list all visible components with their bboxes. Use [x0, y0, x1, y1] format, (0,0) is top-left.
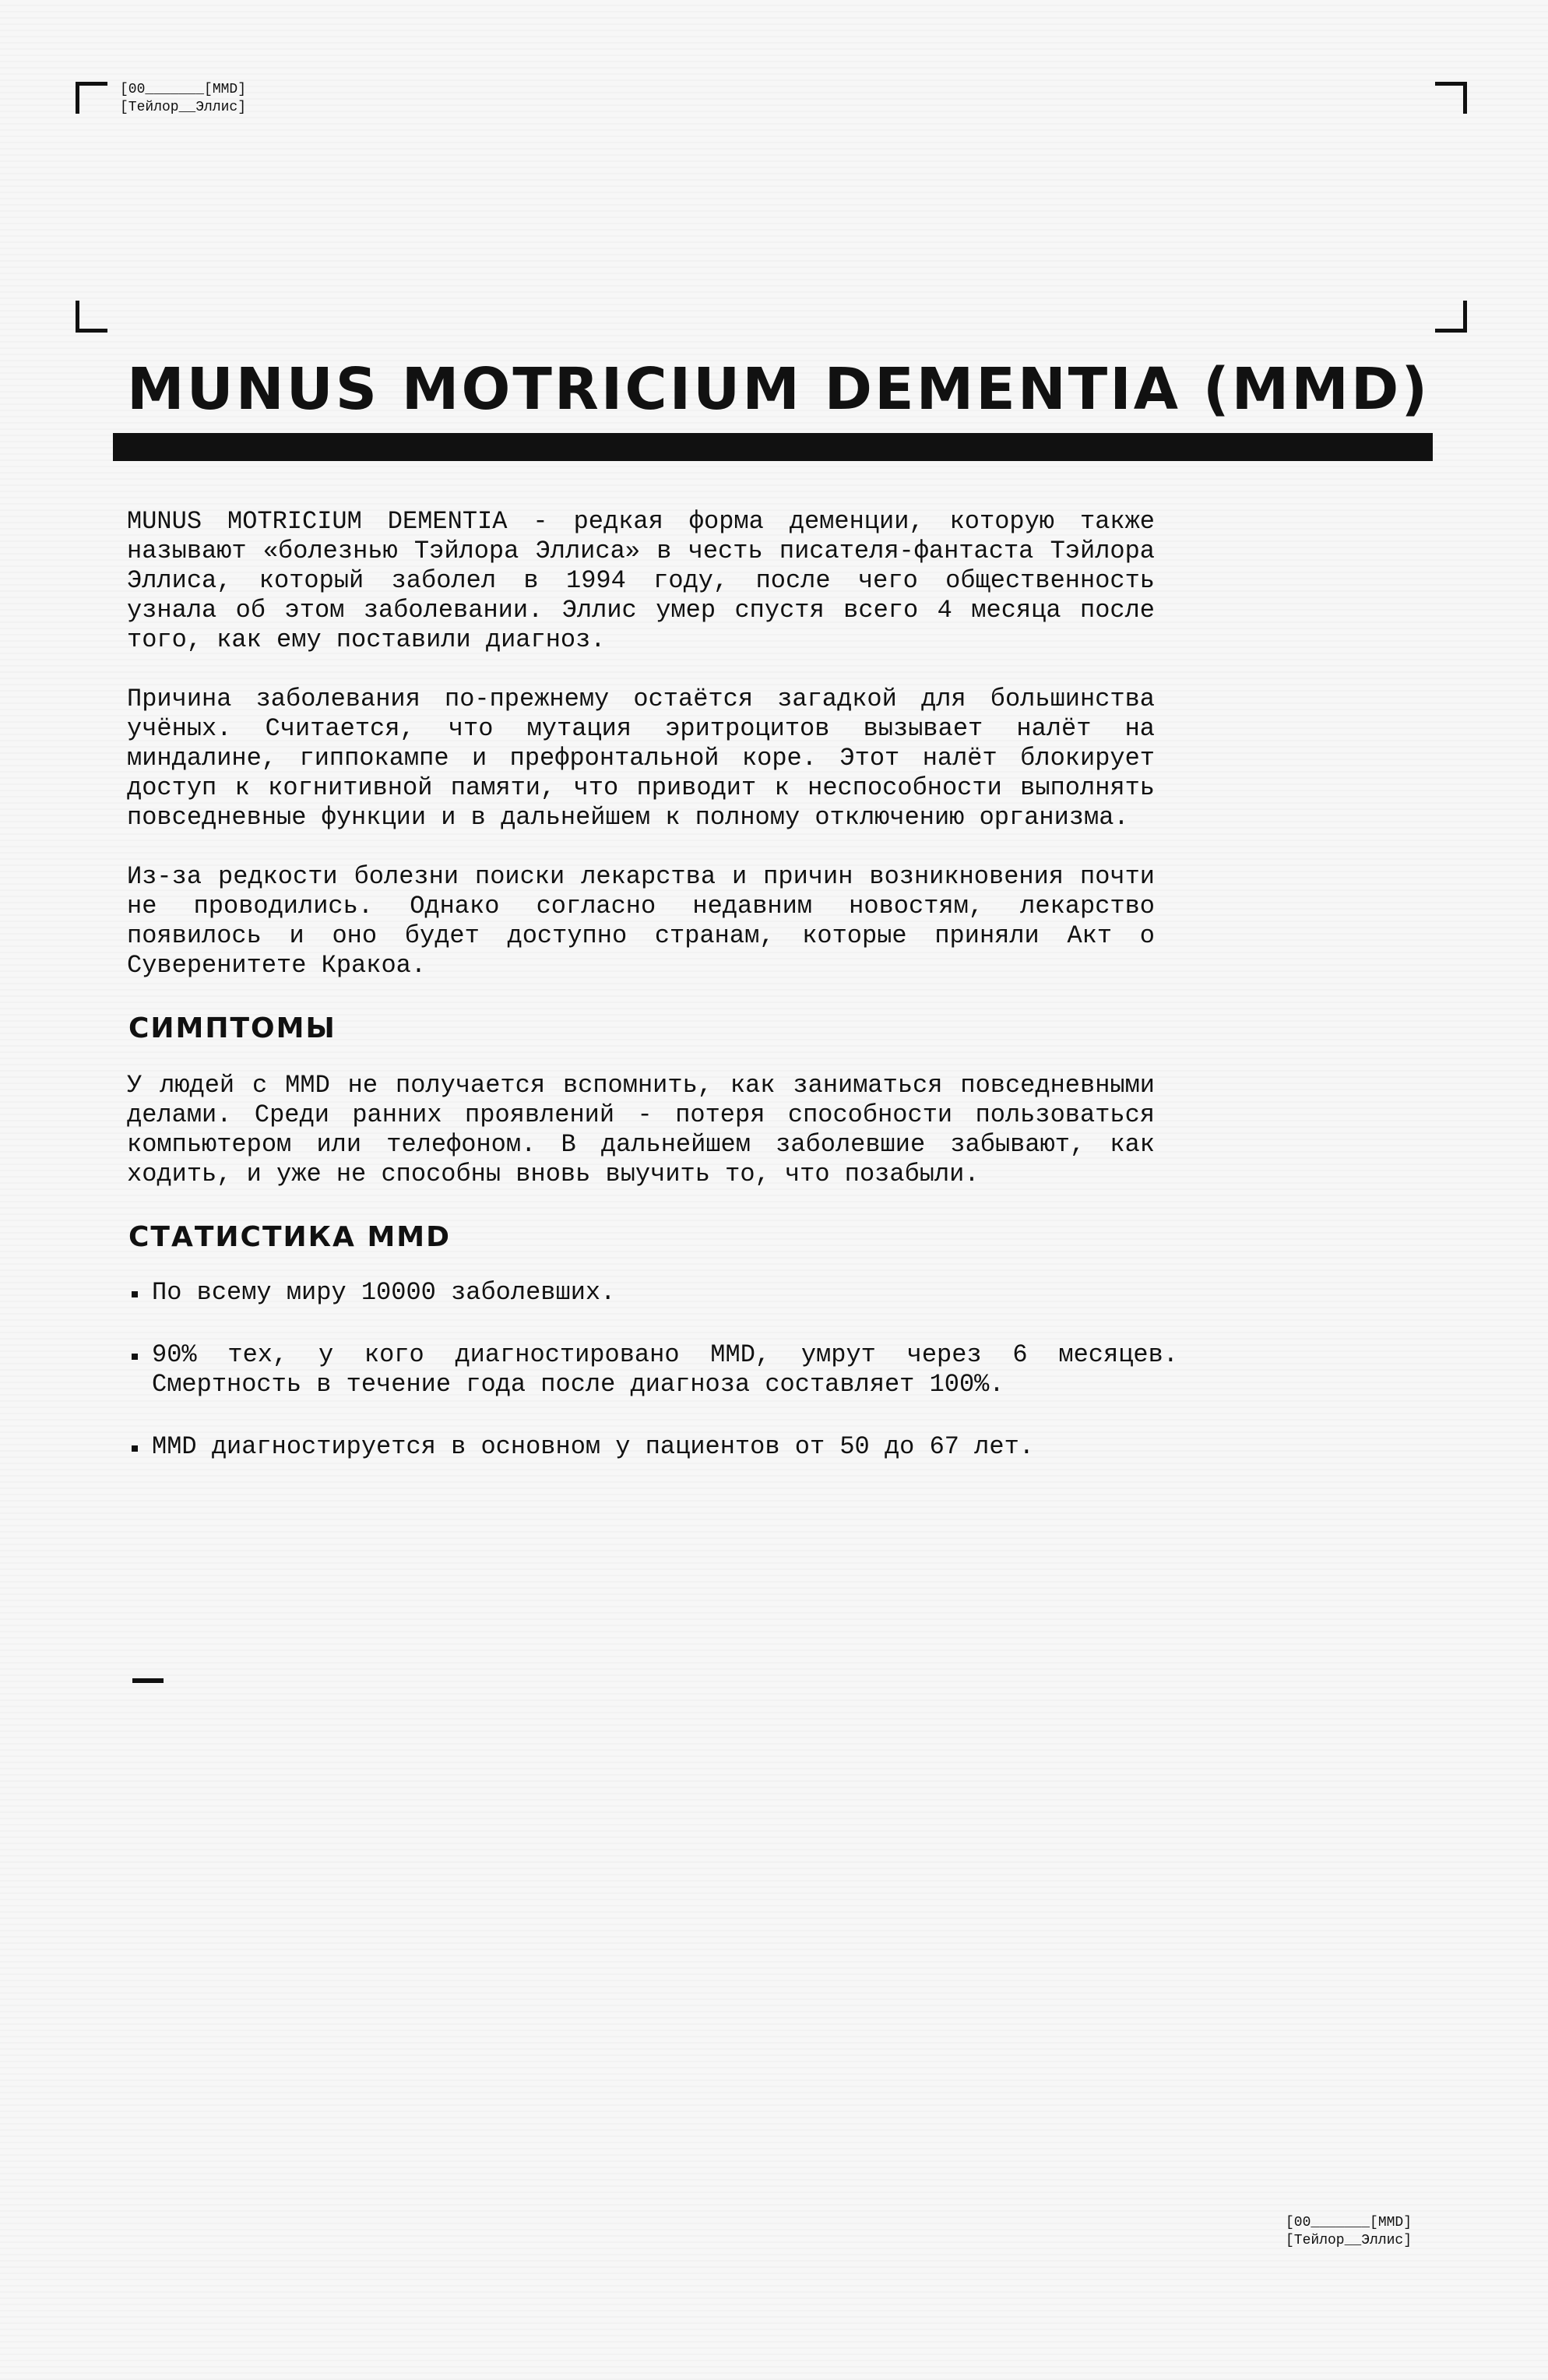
stats-list — [127, 1278, 1178, 1462]
end-dash — [132, 1678, 164, 1683]
intro-paragraph-3: Из-за редкости болезни поиски лекарства и причин возникновения почти не проводились. Однако согласно недавним новостям, лекарство появилось и оно будет доступно странам, которые приняли Акт о Суверенитете Кракоа. — [127, 862, 1155, 980]
stats-item-text: 90% тех, у кого диагностировано MMD, умрут через 6 месяцев. Смертность в течение года после диагноза составляет 100%. — [152, 1340, 1178, 1399]
footer-tag — [1286, 2214, 1412, 2250]
stats-heading: СТАТИСТИКА MMD — [128, 1221, 451, 1253]
title-underline-bar — [113, 433, 1433, 461]
bullet-icon — [132, 1291, 138, 1297]
footer-tag-line2: [Тейлор__Эллис] — [1286, 2233, 1413, 2248]
frame-corner-top-left — [76, 82, 107, 114]
document-body — [127, 507, 1178, 1495]
stats-list-item — [127, 1340, 1178, 1399]
footer-tag-line1: [00_______[MMD] — [1286, 2215, 1413, 2230]
bullet-icon — [132, 1445, 138, 1452]
header-tag — [120, 81, 246, 117]
symptoms-paragraph: У людей с MMD не получается вспомнить, как заниматься повседневными делами. Среди ранних проявлений - потеря способности пользоваться компьютером или телефоном. В дальнейшем заболевшие забывают, как ходить, и уже не способны вновь выучить то, что позабыли. — [127, 1071, 1155, 1188]
page-title: MUNUS MOTRICIUM DEMENTIA (MMD) — [127, 356, 1430, 423]
frame-corner-bottom-right — [1435, 301, 1467, 333]
symptoms-heading: СИМПТОМЫ — [128, 1012, 336, 1044]
stats-list-item — [127, 1278, 1178, 1308]
frame-corner-top-right — [1435, 82, 1467, 114]
header-tag-line2: [Тейлор__Эллис] — [120, 100, 247, 115]
stats-item-text: MMD диагностируется в основном у пациентов от 50 до 67 лет. — [152, 1432, 1034, 1461]
intro-paragraph-2: Причина заболевания по-прежнему остаётся загадкой для большинства учёных. Считается, что мутация эритроцитов вызывает налёт на миндалине, гиппокампе и префронтальной коре. Этот налёт блокирует доступ к когнитивной памяти, что приводит к неспособности выполнять повседневные функции и в дальнейшем к полному отключению организма. — [127, 685, 1155, 832]
frame-corner-bottom-left — [76, 301, 107, 333]
bullet-icon — [132, 1354, 138, 1360]
stats-list-item — [127, 1432, 1178, 1462]
intro-paragraph-1: MUNUS MOTRICIUM DEMENTIA - редкая форма деменции, которую также называют «болезнью Тэйлора Эллиса» в честь писателя-фантаста Тэйлора Эллиса, который заболел в 1994 году, после чего общественность узнала об этом заболевании. Эллис умер спустя всего 4 месяца после того, как ему поставили диагноз. — [127, 507, 1155, 654]
header-tag-line1: [00_______[MMD] — [120, 82, 247, 97]
stats-item-text: По всему миру 10000 заболевших. — [152, 1278, 616, 1307]
